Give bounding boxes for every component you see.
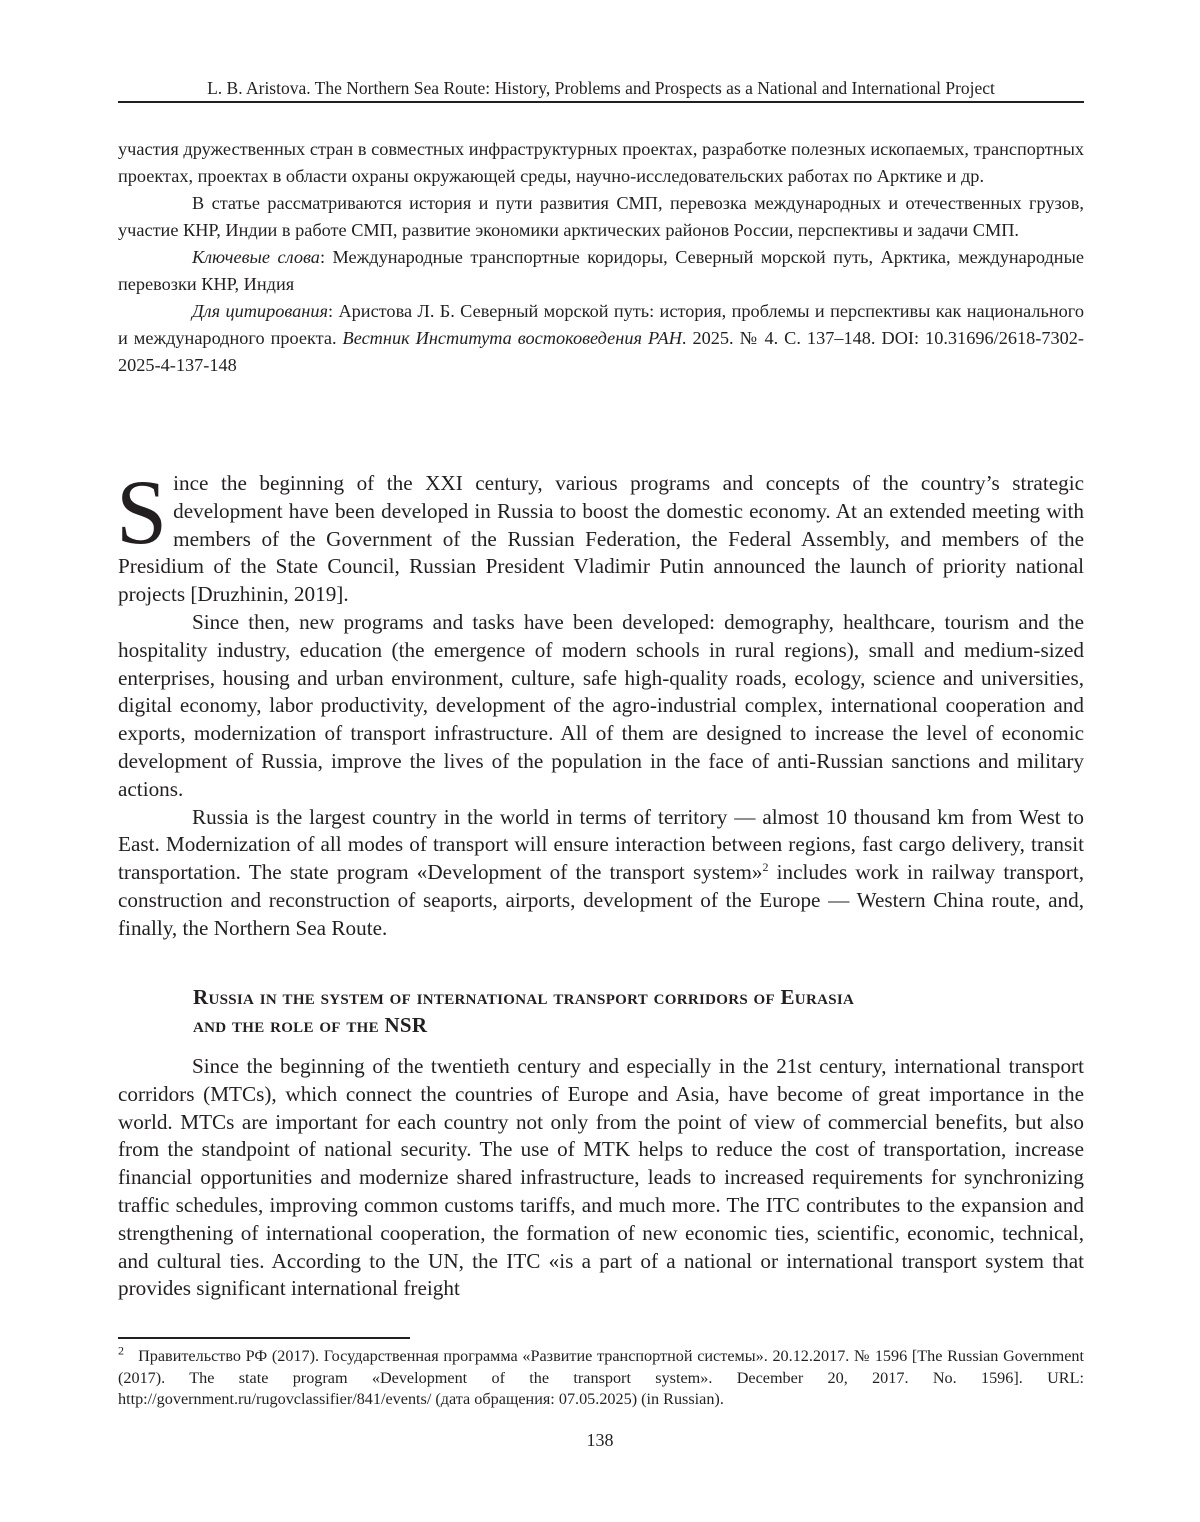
citation-journal: Вестник Института востоковедения РАН [342, 328, 682, 348]
page-number: 138 [586, 1430, 614, 1450]
footnote-number: 2 [118, 1343, 124, 1358]
section-heading-line-2: and the role of the NSR [193, 1013, 428, 1037]
body-paragraph-3 [118, 804, 1084, 943]
footnote-rule [118, 1337, 410, 1339]
section-body [118, 1053, 1084, 1303]
footnote-text: Правительство РФ (2017). Государственная программа «Развитие транспортной системы». 20.12.2017. № 1596 [The Russian Government (2017). The state program «Development of the transport system». December 20, 2017. No. 1596]. URL: http://government.ru/rugovclassifier/841/events/ (дата обращения: 07.05.2025) (in Russian). [118, 1347, 1085, 1408]
header-rule [118, 101, 1084, 103]
keywords [118, 244, 1084, 298]
keywords-label: Ключевые слова [192, 247, 320, 267]
citation [118, 298, 1084, 379]
footnote [118, 1343, 1085, 1411]
body-paragraph-3-text: Russia is the largest country in the world in terms of territory — almost 10 thousand km from West to East. Modernization of all modes of transport will ensure interaction between regions, fast cargo delivery, transit transportation. The state program «Development of the transport system» [118, 804, 1084, 885]
abstract-paragraph-2: В статье рассматриваются история и пути развития СМП, перевозка международных и отечественных грузов, участие КНР, Индии в работе СМП, развитие экономики арктических районов России, перспективы и задачи СМП. [118, 193, 1084, 240]
drop-cap: S [116, 461, 168, 563]
citation-tail: . 2025. № 4. С. 137–148. DOI: 10.31696/2618-7302-2025-4-137-148 [118, 328, 1084, 375]
citation-text: : Аристова Л. Б. Северный морской путь: история, проблемы и перспективы как национального и международного проекта. [118, 301, 1084, 348]
running-header: L. B. Aristova. The Northern Sea Route: History, Problems and Prospects as a National and International Project [207, 78, 995, 98]
abstract-paragraph-1: участия дружественных стран в совместных инфраструктурных проектах, разработке полезных ископаемых, транспортных проектах, проектах в области охраны окружающей среды, научно-исследовательских работах по Арктике и др. [118, 139, 1084, 186]
body-paragraph-3-tail: includes work in railway transport, construction and reconstruction of seaports, airports, development of the Europe — Western China route, and, finally, the Northern Sea Route. [118, 860, 1085, 940]
keywords-text: : Международные транспортные коридоры, Северный морской путь, Арктика, международные перевозки КНР, Индия [118, 247, 1084, 294]
footnote-reference[interactable]: 2 [762, 860, 769, 875]
section-heading [193, 983, 1073, 1039]
citation-label: Для цитирования [192, 301, 329, 321]
section-heading-line-1: Russia in the system of international transport corridors of Eurasia [193, 985, 855, 1009]
section-paragraph-1: Since the beginning of the twentieth century and especially in the 21st century, international transport corridors (MTCs), which connect the countries of Europe and Asia, have become of great importance in the world. MTCs are important for each country not only from the point of view of commercial benefits, but also from the standpoint of national security. The use of MTK helps to reduce the cost of transportation, increase financial opportunities and modernize shared infrastructure, leads to increased requirements for synchronizing traffic schedules, improving common customs tariffs, and much more. The ITC contributes to the expansion and strengthening of international cooperation, the formation of new economic ties, scientific, economic, technical, and cultural ties. According to the UN, the ITC «is a part of a national or international transport system that provides significant international freight [118, 1054, 1084, 1301]
body-paragraph-2: Since then, new programs and tasks have been developed: demography, healthcare, tourism and the hospitality industry, education (the emergence of modern schools in rural regions), small and medium-sized enterprises, housing and urban environment, culture, safe high-quality roads, ecology, science and universities, digital economy, labor productivity, development of the agro-industrial complex, international cooperation and exports, modernization of transport infrastructure. All of them are designed to increase the level of economic development of Russia, improve the lives of the population in the face of anti-Russian sanctions and military actions. [118, 609, 1084, 801]
body-paragraph-1 [116, 461, 1084, 609]
article-body [116, 461, 1085, 943]
russian-abstract [118, 136, 1084, 379]
footnote-paragraph [118, 1343, 1085, 1411]
body-paragraph-1-text: ince the beginning of the XXI century, various programs and concepts of the country’s strategic development have been developed in Russia to boost the domestic economy. At an extended meeting with members of the Government of the Russian Federation, the Federal Assembly, and members of the Presidium of the State Council, Russian President Vladimir Putin announced the launch of priority national projects [Druzhinin, 2019]. [118, 471, 1084, 607]
